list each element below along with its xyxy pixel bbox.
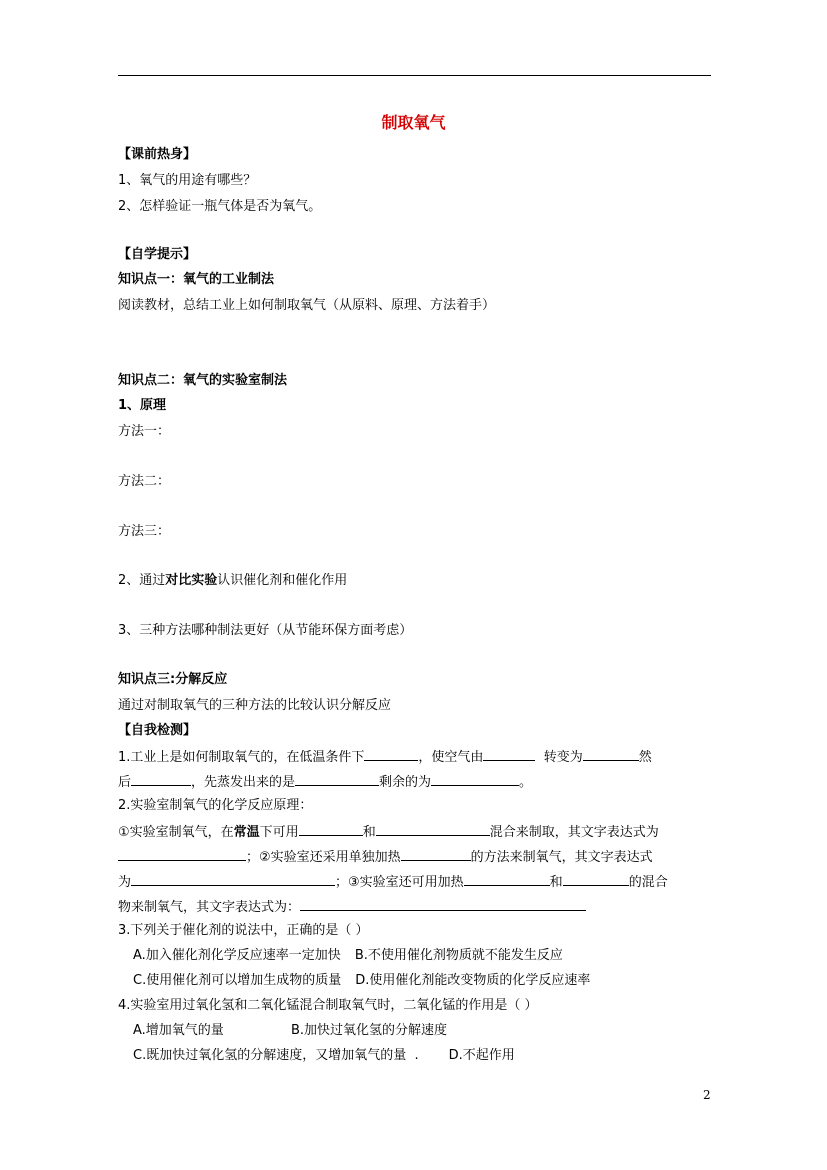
q1-blank-6[interactable]: [431, 772, 519, 786]
q2-blank-7[interactable]: [563, 872, 629, 886]
method-3-label: 方法三：: [118, 524, 171, 539]
principle-heading: 1、原理: [118, 398, 167, 413]
q2-text-h: ；③实验室还可用加热: [335, 875, 464, 890]
knowledge-point-2-title: 知识点二：氧气的实验室制法: [118, 373, 288, 388]
q1-text-e: 后: [118, 775, 132, 790]
test-q3-stem: 3.下列关于催化剂的说法中，正确的是（ ）: [118, 923, 369, 938]
item-2-post: 认识催化剂和催化作用: [217, 573, 348, 588]
q2-text-e: ；②实验室还采用单独加热: [246, 850, 401, 865]
test-q3-row-1: [133, 947, 563, 965]
test-q1-line-1: [118, 747, 652, 767]
test-q2-line-3: [118, 872, 668, 892]
q4-option-d[interactable]: D.不起作用: [448, 1048, 515, 1063]
q2-blank-1[interactable]: [299, 822, 363, 836]
test-q4-stem: 4.实验室用过氧化氢和二氧化锰混合制取氧气时，二氧化锰的作用是（ ）: [118, 998, 538, 1013]
item-2-line: [118, 572, 347, 590]
header-rule: [118, 75, 711, 76]
q1-blank-5[interactable]: [295, 772, 379, 786]
test-q2-line-2: [118, 847, 653, 867]
item-2-pre: 2、通过: [118, 573, 166, 588]
method-1-label: 方法一：: [118, 424, 171, 439]
warmup-heading: 【课前热身】: [118, 147, 197, 162]
q1-text-c: 转变为: [543, 750, 583, 765]
method-2-label: 方法二：: [118, 474, 171, 489]
test-q2-line-1: [118, 822, 659, 842]
q3-option-b[interactable]: B.不使用催化剂物质就不能发生反应: [354, 948, 563, 963]
q2-blank-6[interactable]: [464, 872, 550, 886]
q2-bold-normal-temp: 常温: [233, 825, 260, 840]
knowledge-point-1-title: 知识点一：氧气的工业制法: [118, 272, 275, 287]
q2-text-a: ①实验室制氧气，在: [118, 825, 234, 840]
q4-stray-dot: .: [414, 1048, 419, 1063]
test-q2-line-4: [118, 897, 586, 917]
q2-text-i: 和: [549, 875, 563, 890]
q1-blank-1[interactable]: [364, 747, 418, 761]
q2-blank-8[interactable]: [300, 897, 586, 911]
q2-blank-4[interactable]: [401, 847, 471, 861]
q1-text-a: 1.工业上是如何制取氧气的，在低温条件下: [118, 750, 365, 765]
test-q2-title: 2.实验室制氧气的化学反应原理：: [118, 798, 313, 813]
q2-text-f: 的方法来制氧气，其文字表达式: [470, 850, 653, 865]
q1-blank-4[interactable]: [131, 772, 191, 786]
page-title: 制取氧气: [381, 113, 446, 132]
q3-option-a[interactable]: A.加入催化剂化学反应速率一定加快: [133, 948, 341, 963]
q1-text-g: 剩余的为: [379, 775, 432, 790]
q2-text-b: 下可用: [259, 825, 299, 840]
q2-blank-2[interactable]: [376, 822, 490, 836]
q4-option-a[interactable]: A.增加氧气的量: [133, 1023, 224, 1038]
q1-text-d: 然: [638, 750, 652, 765]
knowledge-point-3-title: 知识点三:分解反应: [118, 672, 228, 687]
q2-text-c: 和: [362, 825, 376, 840]
test-q3-row-2: [133, 972, 590, 990]
q1-text-f: ，先蒸发出来的是: [191, 775, 296, 790]
q1-blank-2[interactable]: [483, 747, 535, 761]
test-q4-row-1: [133, 1022, 447, 1040]
page-number: 2: [703, 1088, 711, 1102]
warmup-question-2: 2、怎样验证一瓶气体是否为氧气。: [118, 199, 322, 214]
q2-text-j: 的混合: [628, 875, 668, 890]
knowledge-point-3-text: 通过对制取氧气的三种方法的比较认识分解反应: [118, 698, 392, 713]
warmup-question-1: 1、氧气的用途有哪些？: [118, 173, 257, 188]
q2-text-d: 混合来制取，其文字表达式为: [489, 825, 659, 840]
q2-blank-5[interactable]: [131, 872, 335, 886]
q2-text-k: 物来制氧气，其文字表达式为：: [118, 900, 301, 915]
q1-blank-3[interactable]: [583, 747, 639, 761]
q4-option-b[interactable]: B.加快过氧化氢的分解速度: [291, 1023, 448, 1038]
q1-text-h: 。: [519, 775, 533, 790]
item-3-line: 3、三种方法哪种制法更好（从节能环保方面考虑）: [118, 623, 413, 638]
item-2-bold: 对比实验: [165, 573, 218, 588]
self-test-heading: 【自我检测】: [118, 723, 197, 738]
q4-option-c[interactable]: C.既加快过氧化氢的分解速度，又增加氧气的量: [133, 1048, 407, 1063]
self-study-heading: 【自学提示】: [118, 247, 197, 262]
q3-option-d[interactable]: D.使用催化剂能改变物质的化学反应速率: [355, 973, 591, 988]
test-q4-row-2: [133, 1047, 515, 1065]
q3-option-c[interactable]: C.使用催化剂可以增加生成物的质量: [133, 973, 342, 988]
q2-text-g: 为: [118, 875, 132, 890]
knowledge-point-1-text: 阅读教材，总结工业上如何制取氧气（从原料、原理、方法着手）: [118, 298, 496, 313]
q2-blank-3[interactable]: [118, 847, 246, 861]
q1-text-b: ，使空气由: [418, 750, 484, 765]
test-q1-line-2: [118, 772, 532, 792]
